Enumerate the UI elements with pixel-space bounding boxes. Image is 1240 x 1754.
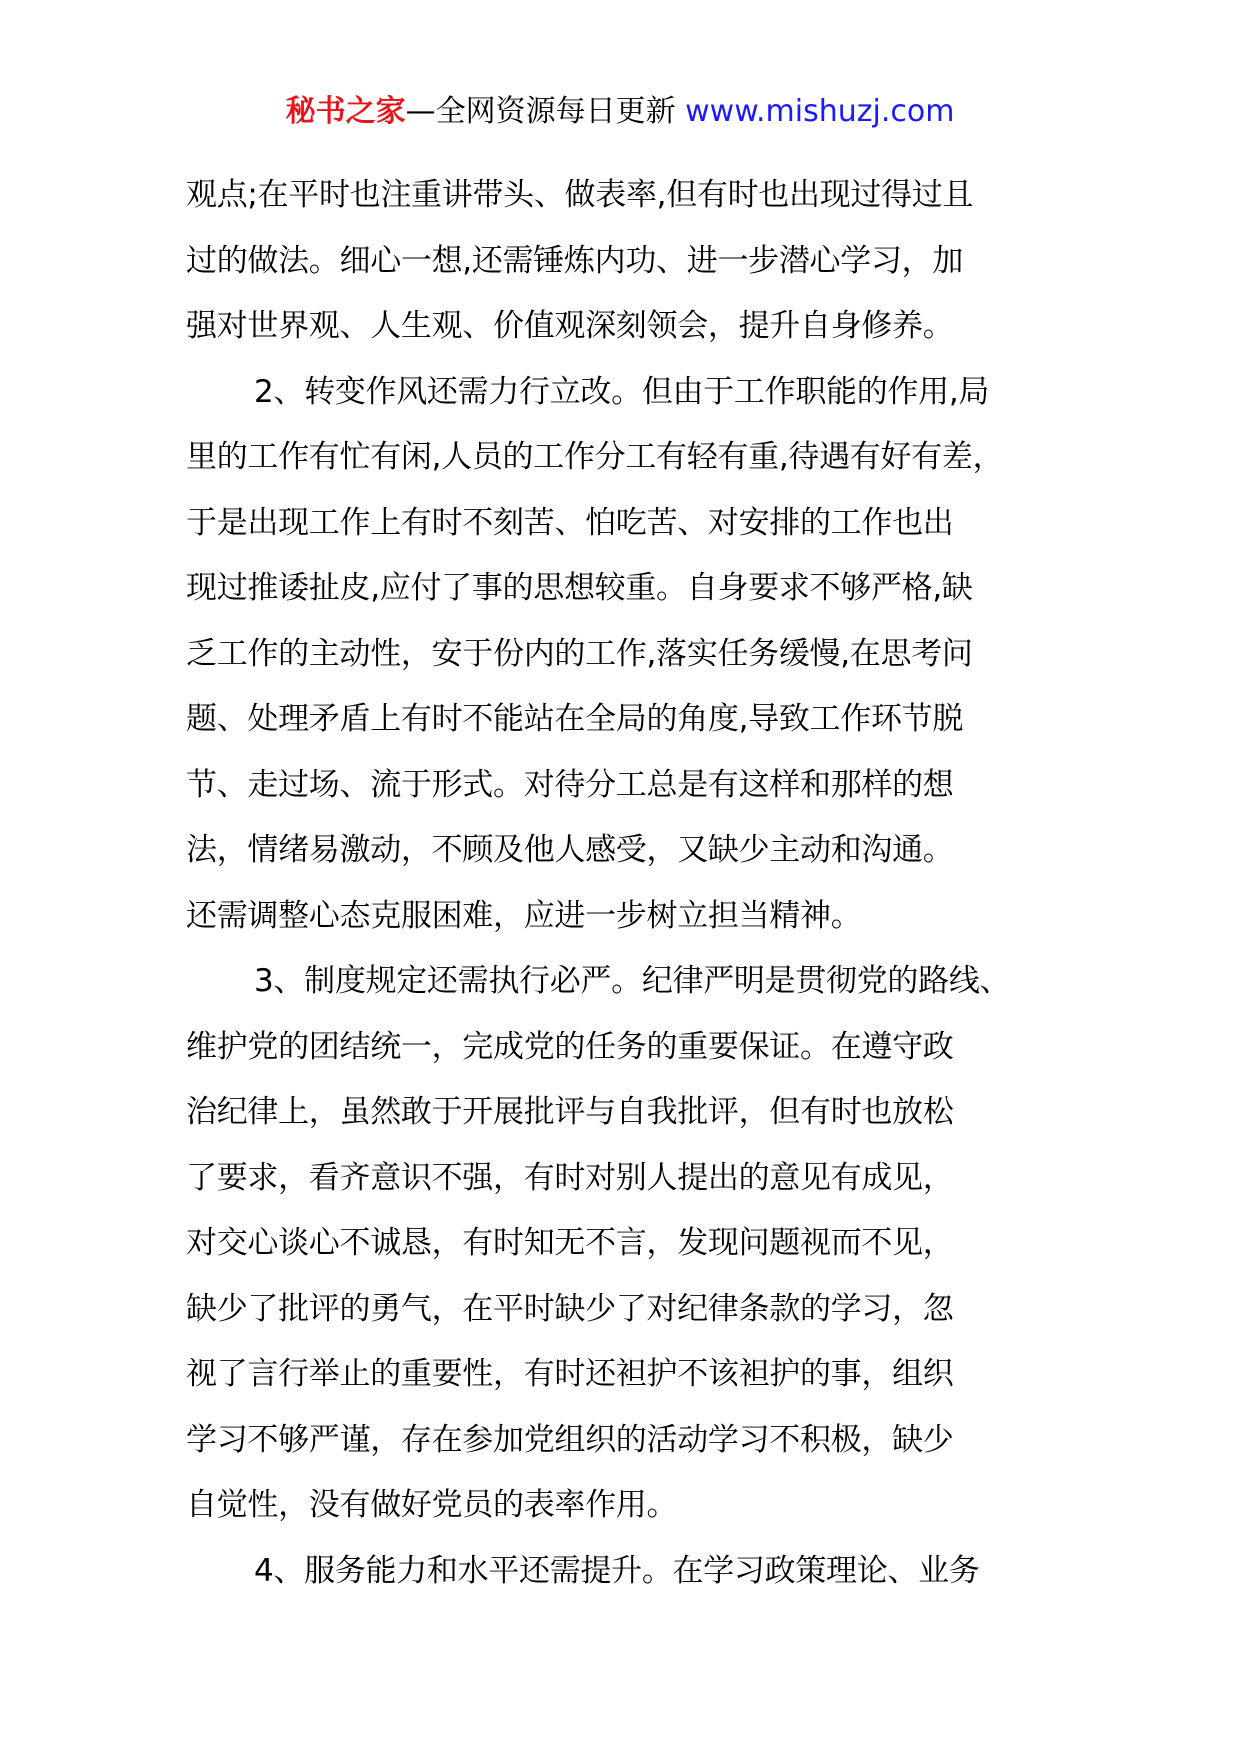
- text-line: 里的工作有忙有闲,人员的工作分工有轻有重,待遇有好有差，: [186, 439, 1004, 475]
- site-header: [0, 88, 1240, 136]
- text-line: 自觉性，没有做好党员的表率作用。: [186, 1487, 678, 1523]
- text-line: 观点;在平时也注重讲带头、做表率,但有时也出现过得过且: [186, 177, 974, 213]
- paragraph-start-line: 3、制度规定还需执行必严。纪律严明是贯彻党的路线、: [254, 963, 1011, 999]
- text-line: 现过推诿扯皮,应付了事的思想较重。自身要求不够严格,缺: [186, 570, 973, 606]
- text-line: 治纪律上，虽然敢于开展批评与自我批评，但有时也放松: [186, 1094, 954, 1130]
- text-line: 乏工作的主动性，安于份内的工作,落实任务缓慢,在思考问: [186, 635, 973, 672]
- text-line: 节、走过场、流于形式。对待分工总是有这样和那样的想: [186, 766, 954, 803]
- brand-name: 秘书之家: [285, 94, 406, 129]
- text-line: 学习不够严谨，存在参加党组织的活动学习不积极，缺少: [186, 1421, 954, 1458]
- text-line: 法，情绪易激动，不顾及他人感受，又缺少主动和沟通。: [186, 832, 954, 868]
- text-line: 缺少了批评的勇气，在平时缺少了对纪律条款的学习，忽: [186, 1290, 954, 1327]
- text-line: 强对世界观、人生观、价值观深刻领会，提升自身修养。: [186, 308, 954, 344]
- text-line: 视了言行举止的重要性，有时还袒护不该袒护的事，组织: [186, 1356, 954, 1392]
- text-line: 对交心谈心不诚恳，有时知无不言，发现问题视而不见，: [186, 1225, 954, 1261]
- paragraph-start-line: 4、服务能力和水平还需提升。在学习政策理论、业务: [254, 1552, 980, 1589]
- text-line: 于是出现工作上有时不刻苦、怕吃苦、对安排的工作也出: [186, 504, 954, 541]
- text-line: 了要求，看齐意识不强，有时对别人提出的意见有成见，: [186, 1159, 954, 1196]
- text-line: 过的做法。细心一想,还需锤炼内功、进一步潜心学习，加: [186, 242, 964, 279]
- paragraph-start-line: 2、转变作风还需力行立改。但由于工作职能的作用,局: [254, 373, 990, 410]
- header-tagline: —全网资源每日更新: [405, 94, 676, 129]
- text-line: 题、处理矛盾上有时不能站在全局的角度,导致工作环节脱: [186, 701, 964, 737]
- text-line: 还需调整心态克服困难，应进一步树立担当精神。: [186, 897, 862, 934]
- text-line: 维护党的团结统一，完成党的任务的重要保证。在遵守政: [186, 1028, 954, 1065]
- site-url-link[interactable]: www.mishuzj.com: [685, 94, 955, 129]
- document-body: [186, 163, 1086, 1604]
